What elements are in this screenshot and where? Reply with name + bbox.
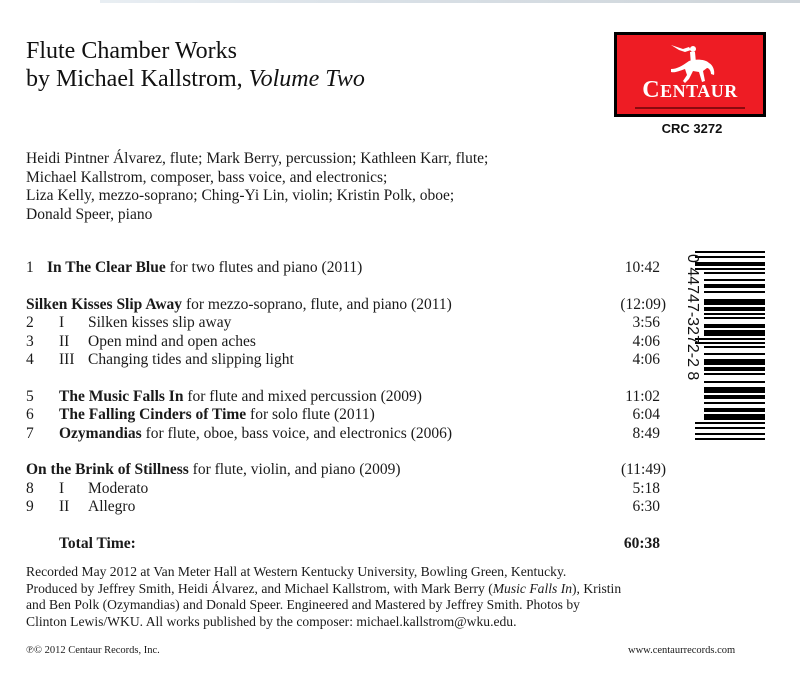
- barcode-bar: [704, 313, 765, 315]
- track-number: 8: [26, 479, 34, 497]
- barcode-bar: [704, 408, 765, 412]
- total-time-value: 60:38: [623, 534, 660, 552]
- barcode-bar: [704, 284, 765, 288]
- album-title-line2: [26, 65, 365, 93]
- track-work: [47, 259, 362, 278]
- credits-line: Produced by Jeffrey Smith, Heidi Álvarez, and Michael Kallstrom, with Mark Berry (Music Falls In), Kristin: [26, 580, 622, 596]
- track-row: [26, 388, 666, 407]
- movement-title: Allegro: [88, 498, 136, 515]
- work-header-row: [26, 461, 666, 480]
- work-title: Ozymandias: [59, 424, 142, 442]
- track-duration: 5:18: [632, 479, 660, 497]
- track-number: 4: [26, 351, 34, 368]
- barcode-bar: [704, 387, 765, 393]
- performers-line: Liza Kelly, mezzo-soprano; Ching-Yi Lin, violin; Kristin Polk, oboe;: [26, 187, 455, 204]
- album-title: [26, 37, 365, 93]
- track-number: 2: [26, 314, 34, 331]
- work-title: The Music Falls In: [59, 387, 184, 405]
- track-duration: 3:56: [632, 314, 660, 331]
- track-duration: 6:04: [632, 406, 660, 423]
- performers-line: Michael Kallstrom, composer, bass voice, and electronics;: [26, 168, 388, 186]
- work-title: On the Brink of Stillness: [26, 461, 189, 478]
- catalog-number: CRC 3272: [661, 121, 723, 136]
- movement-row: [26, 333, 666, 352]
- work-title: The Falling Cinders of Time: [59, 406, 247, 423]
- movement-row: [26, 498, 666, 517]
- barcode-bar: [704, 346, 765, 348]
- track-duration: 11:02: [625, 387, 660, 405]
- barcode-bar: [704, 291, 765, 293]
- copyright-notice: ℗© 2012 Centaur Records, Inc.: [26, 645, 160, 656]
- barcode-bar: [704, 279, 765, 281]
- track-work: [26, 296, 452, 315]
- movement-title: Changing tides and slipping light: [88, 351, 294, 368]
- barcode-bar: [695, 262, 765, 266]
- work-total-duration: (11:49): [620, 461, 666, 478]
- logo-underline: [635, 107, 745, 109]
- performers-line: Heidi Pintner Álvarez, flute; Mark Berry, percussion; Kathleen Karr, flute;: [26, 150, 489, 167]
- barcode-digits: [683, 248, 703, 448]
- barcode-bar: [704, 272, 765, 274]
- barcode-bar: [704, 299, 765, 305]
- work-description: for flute, violin, and piano (2009): [188, 461, 401, 478]
- barcode-bar: [695, 427, 765, 429]
- composer-credit: by Michael Kallstrom,: [26, 66, 243, 92]
- recording-credits: [26, 564, 621, 630]
- barcode-bar: [695, 422, 765, 424]
- barcode-bar: [704, 317, 765, 319]
- album-title-line1: Flute Chamber Works: [26, 38, 237, 64]
- movement-numeral: I: [59, 314, 65, 331]
- centaur-logo: [614, 32, 766, 117]
- movement-row: [26, 480, 666, 499]
- movement-numeral: II: [59, 332, 70, 350]
- track-duration: 8:49: [632, 424, 660, 442]
- movement-title: Silken kisses slip away: [88, 314, 232, 331]
- track-number: 5: [26, 387, 34, 405]
- barcode-bar: [704, 402, 765, 404]
- barcode-bar: [704, 373, 765, 375]
- top-edge-strip: [100, 0, 800, 3]
- logo-background: [617, 35, 763, 114]
- movement-numeral: I: [59, 479, 65, 497]
- track-list: [26, 259, 666, 555]
- barcode-bar: [695, 338, 765, 340]
- track-duration: 4:06: [632, 351, 660, 368]
- barcode-bar: [704, 381, 765, 383]
- work-total-duration: (12:09): [620, 295, 666, 313]
- barcode-number: 0 44747-3272-2 8: [684, 254, 701, 381]
- barcode-bar: [695, 268, 765, 270]
- movement-row: [26, 314, 666, 333]
- work-description: for solo flute (2011): [246, 406, 375, 423]
- track-number: 9: [26, 498, 34, 515]
- performers-line: Donald Speer, piano: [26, 205, 153, 223]
- barcode-bar: [704, 367, 765, 371]
- barcode-bar: [695, 438, 765, 440]
- work-description: for mezzo-soprano, flute, and piano (2011): [182, 295, 452, 313]
- work-description: for two flutes and piano (2011): [165, 259, 363, 276]
- track-number: 1: [26, 259, 34, 276]
- track-duration: 10:42: [624, 259, 660, 276]
- barcode-bar: [704, 359, 765, 365]
- movement-numeral: III: [59, 351, 75, 368]
- movement-title: Moderato: [88, 479, 149, 497]
- track-row: [26, 259, 666, 278]
- barcode-bar: [695, 342, 765, 344]
- work-title: Silken Kisses Slip Away: [26, 295, 183, 313]
- movement-row: [26, 351, 666, 370]
- track-row: [26, 406, 666, 425]
- credits-line: and Ben Polk (Ozymandias) and Donald Speer. Engineered and Mastered by Jeffrey Smith. Photos by: [26, 597, 580, 612]
- track-duration: 4:06: [632, 332, 660, 350]
- total-time-label: Total Time:: [59, 534, 136, 552]
- work-title: In The Clear Blue: [47, 259, 166, 276]
- track-work: [59, 406, 375, 425]
- total-time-row: [26, 535, 666, 555]
- track-number: 7: [26, 424, 34, 442]
- track-work: [59, 388, 422, 407]
- work-header-row: [26, 296, 666, 315]
- credits-line: Clinton Lewis/WKU. All works published by the composer: michael.kallstrom@wku.edu.: [26, 613, 517, 629]
- website-link[interactable]: www.centaurrecords.com: [628, 645, 736, 656]
- barcode-bar: [695, 251, 765, 253]
- barcode-bar: [695, 256, 765, 258]
- track-work: [59, 425, 452, 444]
- credits-line: Recorded May 2012 at Van Meter Hall at Western Kentucky University, Bowling Green, Kentucky.: [26, 564, 567, 579]
- track-work: [26, 461, 401, 480]
- work-description: for flute, oboe, bass voice, and electronics (2006): [141, 424, 453, 442]
- track-number: 6: [26, 406, 34, 423]
- volume-label: Volume Two: [248, 66, 365, 92]
- track-row: [26, 425, 666, 444]
- barcode-bar: [695, 433, 765, 435]
- work-description: for flute and mixed percussion (2009): [183, 387, 422, 405]
- barcode-bar: [704, 330, 765, 336]
- barcode-bar: [704, 353, 765, 355]
- barcode-bar: [704, 324, 765, 328]
- barcode-bar: [704, 395, 765, 399]
- barcode-bar: [704, 414, 765, 420]
- performers-list: [26, 150, 488, 224]
- logo-wordmark: CENTAUR: [642, 77, 738, 103]
- movement-numeral: II: [59, 498, 70, 515]
- track-number: 3: [26, 332, 34, 350]
- movement-title: Open mind and open aches: [88, 332, 256, 350]
- track-duration: 6:30: [632, 498, 660, 515]
- barcode-bar: [704, 307, 765, 311]
